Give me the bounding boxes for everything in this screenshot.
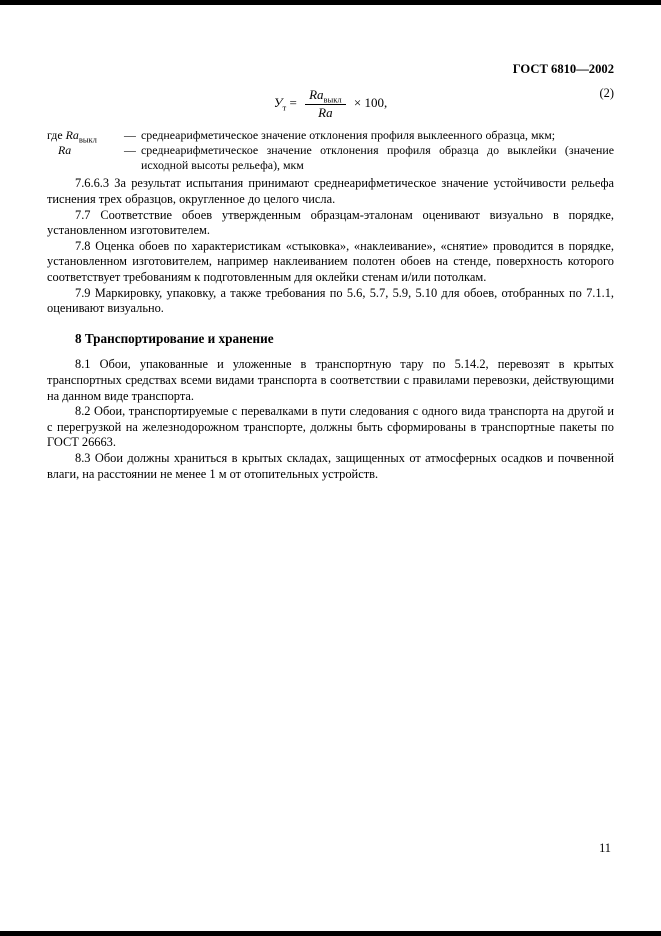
paragraph-8-3: 8.3 Обои должны храниться в крытых складах, защищенных от атмосферных осадков и почвенной влаги, на расстоянии не менее 1 м от отопительных устройств.: [47, 450, 614, 481]
legend-definition-1: среднеарифметическое значение отклонения профиля выклеенного образца, мкм;: [141, 128, 556, 143]
fraction-numerator: $Ra_{выкл}$: [305, 88, 346, 105]
page-number: 11: [599, 841, 611, 855]
top-border: [0, 0, 661, 5]
fraction-denominator: Ra: [318, 104, 333, 120]
document-header: ГОСТ 6810—2002: [512, 62, 614, 76]
formula-lhs: У: [273, 95, 283, 111]
paragraph-7-7: 7.7 Соответствие обоев утвержденным образцам-эталонам оценивают визуально в порядке, установленном изготовителем.: [47, 207, 614, 238]
formula-lhs-subscript: т: [282, 102, 287, 113]
paragraph-8-1: 8.1 Обои, упакованные и уложенные в транспортную тару по 5.14.2, перевозят в крытых транспортных средствах всеми видами транспорта в соответствии с правилами перевозки, действующими на данном виде транспорта.: [47, 357, 614, 403]
legend-dash-2: —: [124, 143, 136, 158]
legend-term-1: где $Ra_{выкл}$: [47, 128, 97, 145]
formula-fraction: [305, 88, 346, 121]
legend-term-2: Ra: [58, 143, 72, 158]
page-content: [47, 62, 614, 482]
paragraph-7-8: 7.8 Оценка обоев по характеристикам «стыковка», «наклеивание», «снятие» проводится в порядке, установленном изготовителем, например наклеиванием полотен обоев на стенде, поверхность которого соответствует требованиям к подготовленным для оклейки стенам и/или потолкам.: [47, 238, 614, 285]
legend-definition-2: среднеарифметическое значение отклонения профиля образца до выклейки (значение исходной высоты рельефа), мкм: [141, 143, 614, 173]
bottom-border: [0, 931, 661, 936]
formula-number: (2): [599, 85, 614, 100]
formula-2: [47, 85, 614, 121]
legend-dash-1: —: [124, 128, 136, 143]
formula-expression: [273, 86, 388, 120]
paragraph-7-6-6-3: 7.6.6.3 За результат испытания принимают среднеарифметическое значение устойчивости рельефа тиснения трех образцов, округленное до целого числа.: [47, 176, 614, 207]
paragraph-7-9: 7.9 Маркировку, упаковку, а также требования по 5.6, 5.7, 5.9, 5.10 для обоев, отобранных по 7.1.1, оценивают визуально.: [47, 285, 614, 316]
formula-equals: =: [289, 95, 297, 111]
paragraph-8-2: 8.2 Обои, транспортируемые с перевалками в пути следования с одного вида транспорта на другой и с перегрузкой на железнодорожном транспорте, должны быть сформированы в транспортные пакеты по ГОСТ 26663.: [47, 404, 614, 450]
formula-legend: [47, 128, 614, 173]
formula-tail: × 100,: [353, 95, 388, 111]
section-8-heading: 8 Транспортирование и хранение: [75, 330, 274, 346]
